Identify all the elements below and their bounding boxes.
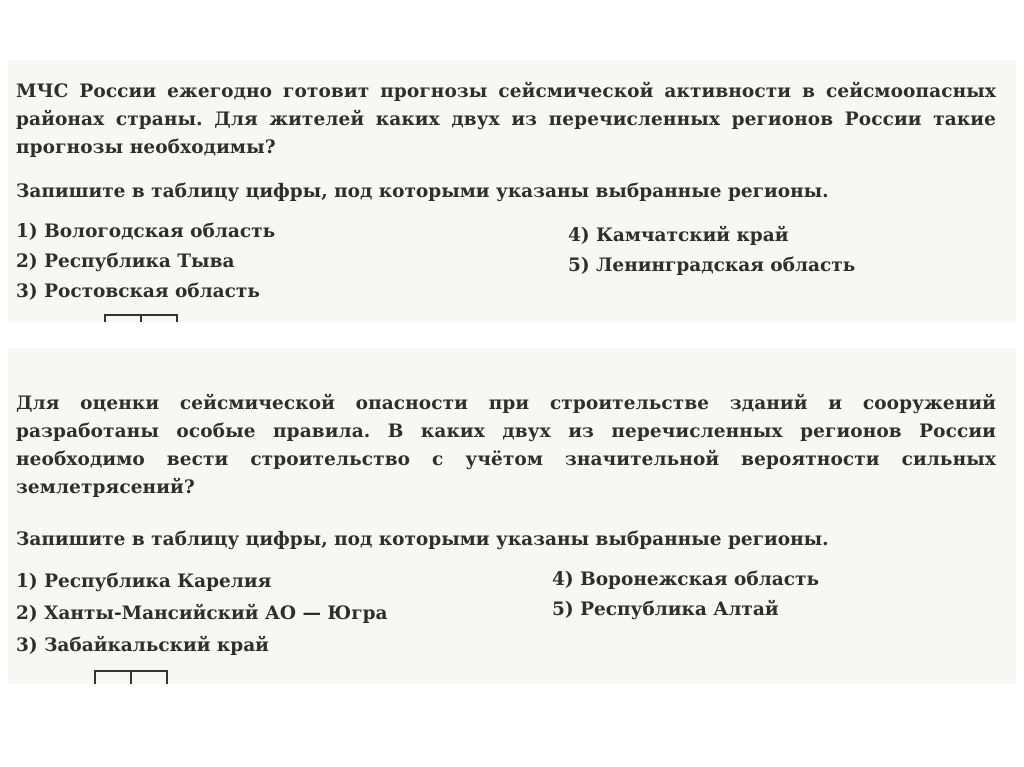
task-1-block bbox=[8, 60, 1016, 322]
bottom-margin bbox=[0, 684, 1024, 767]
task-2-option-1: 1) Республика Карелия bbox=[16, 571, 272, 592]
task-2-question: Для оценки сейсмической опасности при строительстве зданий и сооружений разработаны особые правила. В каких двух из перечисленных регионов России необходимо вести строительство с учётом значительной вероятности сильных землетрясений? bbox=[16, 393, 996, 498]
task-1-question: МЧС России ежегодно готовит прогнозы сейсмической активности в сейсмоопасных районах страны. Для жителей каких двух из перечисленных регионов России такие прогнозы необходимы? bbox=[16, 81, 996, 158]
task-1-option-2: 2) Республика Тыва bbox=[16, 251, 235, 272]
task-1-option-4: 4) Камчатский край bbox=[568, 225, 789, 246]
task-2-instruction: Запишите в таблицу цифры, под которыми указаны выбранные регионы. bbox=[16, 529, 829, 550]
task-1-option-1: 1) Вологодская область bbox=[16, 221, 276, 242]
task-2-option-4: 4) Воронежская область bbox=[552, 569, 820, 590]
task-1-option-3: 3) Ростовская область bbox=[16, 281, 260, 302]
task-2-option-2: 2) Ханты-Мансийский АО — Югра bbox=[16, 603, 388, 624]
task-2-option-5: 5) Республика Алтай bbox=[552, 599, 779, 620]
task-1-option-5: 5) Ленинградская область bbox=[568, 255, 856, 276]
separator bbox=[0, 322, 1024, 348]
task-2-option-3: 3) Забайкальский край bbox=[16, 635, 269, 656]
task-2-block bbox=[8, 348, 1016, 684]
task-1-instruction: Запишите в таблицу цифры, под которыми указаны выбранные регионы. bbox=[16, 181, 829, 202]
